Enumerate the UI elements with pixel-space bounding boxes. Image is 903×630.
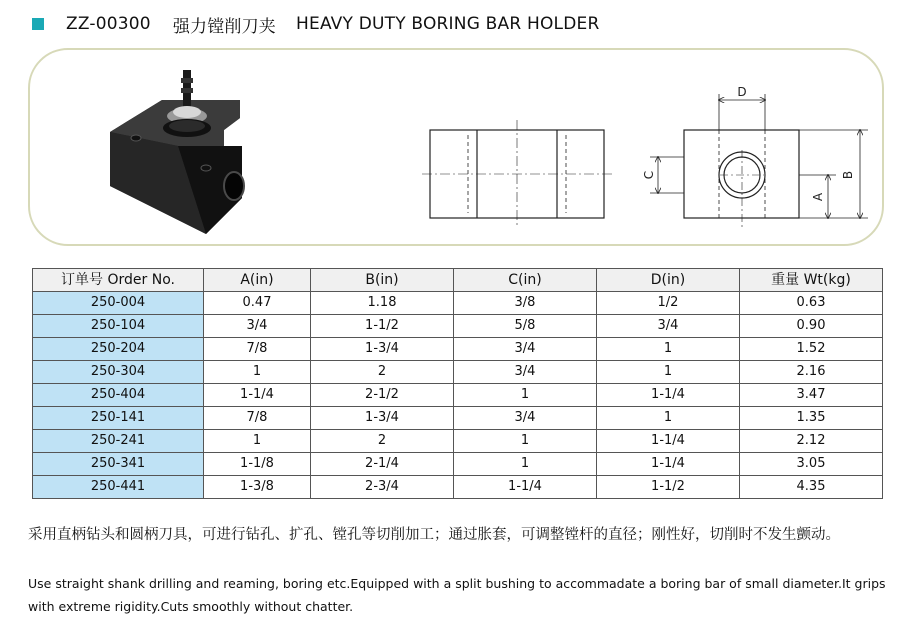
column-header-weight: 重量 Wt(kg) bbox=[740, 269, 883, 292]
product-title-cn: 强力镗削刀夹 bbox=[172, 16, 277, 37]
spec-table bbox=[32, 268, 883, 499]
order-no-cell: 250-241 bbox=[33, 430, 204, 453]
c-cell: 1-1/4 bbox=[454, 476, 597, 499]
dimension-label-a: A bbox=[811, 192, 825, 202]
table-header-row bbox=[33, 269, 883, 292]
c-cell: 3/8 bbox=[454, 292, 597, 315]
page-header bbox=[32, 12, 599, 36]
d-cell: 1/2 bbox=[597, 292, 740, 315]
order-no-cell: 250-304 bbox=[33, 361, 204, 384]
order-no-cell: 250-404 bbox=[33, 384, 204, 407]
description-english: Use straight shank drilling and reaming, boring etc.Equipped with a split bushing to accommadate a boring bar of small diameter.It grips with extreme rigidity.Cuts smoothly without chatter. bbox=[28, 576, 886, 614]
c-cell: 1 bbox=[454, 430, 597, 453]
front-view-drawing bbox=[422, 120, 612, 228]
d-cell: 1 bbox=[597, 407, 740, 430]
table-row bbox=[33, 361, 883, 384]
product-title-en: HEAVY DUTY BORING BAR HOLDER bbox=[296, 14, 600, 34]
table-row bbox=[33, 407, 883, 430]
b-cell: 2-3/4 bbox=[311, 476, 454, 499]
weight-cell: 2.16 bbox=[740, 361, 883, 384]
weight-cell: 0.90 bbox=[740, 315, 883, 338]
table-row bbox=[33, 453, 883, 476]
a-cell: 7/8 bbox=[204, 407, 311, 430]
table-row bbox=[33, 430, 883, 453]
column-header-a: A(in) bbox=[204, 269, 311, 292]
d-cell: 1 bbox=[597, 361, 740, 384]
weight-cell: 3.47 bbox=[740, 384, 883, 407]
a-cell: 1 bbox=[204, 430, 311, 453]
column-header-b: B(in) bbox=[311, 269, 454, 292]
table-row bbox=[33, 476, 883, 499]
weight-cell: 0.63 bbox=[740, 292, 883, 315]
weight-cell: 1.52 bbox=[740, 338, 883, 361]
b-cell: 2 bbox=[311, 430, 454, 453]
a-cell: 0.47 bbox=[204, 292, 311, 315]
b-cell: 2-1/4 bbox=[311, 453, 454, 476]
a-cell: 1-1/4 bbox=[204, 384, 311, 407]
c-cell: 3/4 bbox=[454, 361, 597, 384]
a-cell: 1-1/8 bbox=[204, 453, 311, 476]
b-cell: 2 bbox=[311, 361, 454, 384]
table-row bbox=[33, 384, 883, 407]
table-row bbox=[33, 338, 883, 361]
product-code: ZZ-00300 bbox=[66, 14, 151, 34]
side-view-drawing bbox=[650, 94, 868, 228]
d-cell: 1-1/2 bbox=[597, 476, 740, 499]
b-cell: 2-1/2 bbox=[311, 384, 454, 407]
b-cell: 1-3/4 bbox=[311, 407, 454, 430]
table-row bbox=[33, 292, 883, 315]
figure-drawing bbox=[30, 50, 886, 248]
column-header-order-no: 订单号 Order No. bbox=[33, 269, 204, 292]
weight-cell: 4.35 bbox=[740, 476, 883, 499]
d-cell: 3/4 bbox=[597, 315, 740, 338]
order-no-cell: 250-141 bbox=[33, 407, 204, 430]
column-header-d: D(in) bbox=[597, 269, 740, 292]
column-header-c: C(in) bbox=[454, 269, 597, 292]
a-cell: 1-3/8 bbox=[204, 476, 311, 499]
product-photo bbox=[110, 70, 244, 234]
c-cell: 3/4 bbox=[454, 338, 597, 361]
d-cell: 1-1/4 bbox=[597, 430, 740, 453]
d-cell: 1-1/4 bbox=[597, 384, 740, 407]
c-cell: 1 bbox=[454, 453, 597, 476]
dimension-label-b: B bbox=[841, 170, 855, 180]
order-no-cell: 250-441 bbox=[33, 476, 204, 499]
table-row bbox=[33, 315, 883, 338]
b-cell: 1-1/2 bbox=[311, 315, 454, 338]
c-cell: 5/8 bbox=[454, 315, 597, 338]
b-cell: 1.18 bbox=[311, 292, 454, 315]
d-cell: 1 bbox=[597, 338, 740, 361]
weight-cell: 3.05 bbox=[740, 453, 883, 476]
order-no-cell: 250-204 bbox=[33, 338, 204, 361]
order-no-cell: 250-341 bbox=[33, 453, 204, 476]
c-cell: 3/4 bbox=[454, 407, 597, 430]
accent-square-icon bbox=[32, 18, 44, 30]
dimension-label-d: D bbox=[737, 85, 747, 99]
order-no-cell: 250-104 bbox=[33, 315, 204, 338]
a-cell: 7/8 bbox=[204, 338, 311, 361]
d-cell: 1-1/4 bbox=[597, 453, 740, 476]
b-cell: 1-3/4 bbox=[311, 338, 454, 361]
figure-panel bbox=[28, 48, 884, 246]
dimension-label-c: C bbox=[642, 170, 656, 180]
weight-cell: 1.35 bbox=[740, 407, 883, 430]
order-no-cell: 250-004 bbox=[33, 292, 204, 315]
a-cell: 3/4 bbox=[204, 315, 311, 338]
a-cell: 1 bbox=[204, 361, 311, 384]
weight-cell: 2.12 bbox=[740, 430, 883, 453]
c-cell: 1 bbox=[454, 384, 597, 407]
description-chinese: 采用直柄钻头和圆柄刀具，可进行钻孔、扩孔、镗孔等切削加工；通过胀套，可调整镗杆的直径；刚性好，切削时不发生颤动。 bbox=[28, 527, 840, 543]
